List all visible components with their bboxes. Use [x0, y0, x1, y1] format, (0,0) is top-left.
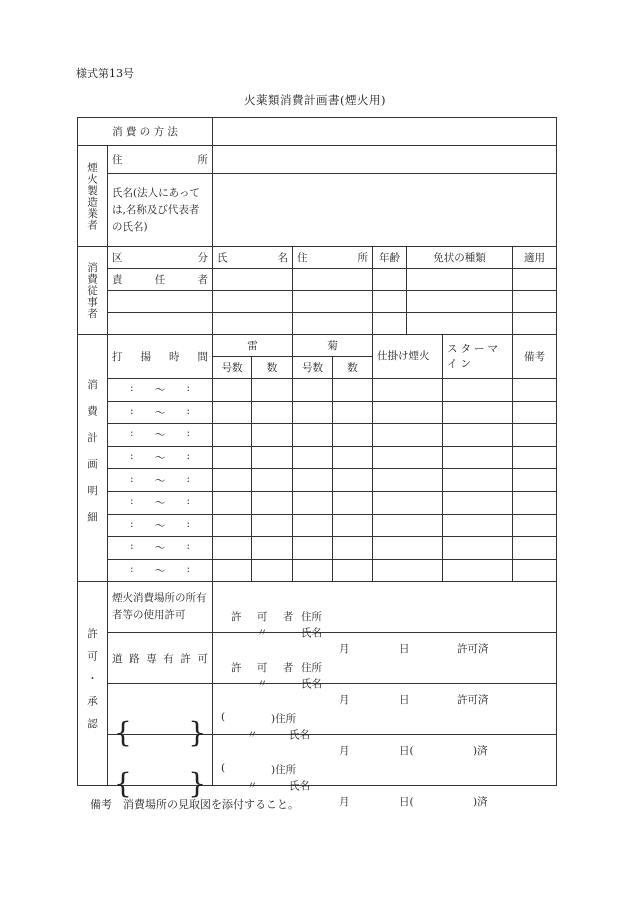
worker-license-cell[interactable]	[407, 313, 513, 335]
thunder-header: 雷	[213, 335, 293, 357]
chrysanthemum-number-header: 号数	[293, 357, 333, 379]
plan-cell[interactable]	[213, 469, 252, 492]
permit-section: 許可・承認	[78, 582, 108, 786]
plan-row	[78, 491, 557, 514]
launch-time-cell[interactable]: : 〜 :	[108, 379, 213, 402]
plan-cell[interactable]	[333, 424, 373, 447]
plan-cell[interactable]	[213, 379, 252, 402]
plan-cell[interactable]	[373, 401, 443, 424]
plan-cell[interactable]	[443, 469, 513, 492]
worker-address-cell[interactable]	[293, 291, 373, 313]
plan-row	[78, 401, 557, 424]
plan-cell[interactable]	[443, 559, 513, 582]
plan-cell[interactable]	[373, 379, 443, 402]
plan-cell[interactable]	[513, 401, 557, 424]
manufacturer-section: 煙火製造業者	[78, 146, 108, 247]
launch-time-cell[interactable]: : 〜 :	[108, 401, 213, 424]
plan-cell[interactable]	[513, 491, 557, 514]
launch-time-cell[interactable]: : 〜 :	[108, 446, 213, 469]
plan-cell[interactable]	[373, 514, 443, 537]
worker-class-cell[interactable]	[108, 313, 213, 335]
plan-cell[interactable]	[333, 537, 373, 560]
launch-time-cell[interactable]: : 〜 :	[108, 491, 213, 514]
workers-responsible-label: 責 任 者	[108, 269, 213, 291]
plan-cell[interactable]	[513, 446, 557, 469]
plan-cell[interactable]	[373, 537, 443, 560]
worker-name-cell[interactable]	[213, 313, 293, 335]
launch-time-cell[interactable]: : 〜 :	[108, 514, 213, 537]
workers-name-header: 氏 名	[213, 247, 293, 269]
plan-row	[78, 424, 557, 447]
plan-cell[interactable]	[293, 537, 333, 560]
plan-cell[interactable]	[373, 491, 443, 514]
plan-cell[interactable]	[333, 559, 373, 582]
workers-address-header: 住 所	[293, 247, 373, 269]
worker-name-cell[interactable]	[213, 291, 293, 313]
thunder-number-header: 号数	[213, 357, 252, 379]
launch-time-cell[interactable]: : 〜 :	[108, 424, 213, 447]
plan-cell[interactable]	[373, 559, 443, 582]
plan-cell[interactable]	[513, 379, 557, 402]
right-brace: }	[188, 716, 207, 750]
manufacturer-address-value[interactable]	[213, 146, 557, 174]
worker-apply-cell[interactable]	[513, 313, 557, 335]
document-title: 火薬類消費計画書(煙火用)	[244, 93, 386, 107]
plan-cell[interactable]	[293, 559, 333, 582]
plan-cell[interactable]	[333, 469, 373, 492]
plan-cell[interactable]	[513, 537, 557, 560]
form-number: 様式第13号	[76, 67, 134, 80]
plan-cell[interactable]	[293, 379, 333, 402]
plan-cell[interactable]	[293, 469, 333, 492]
chrysanthemum-count-header: 数	[333, 357, 373, 379]
plan-row	[78, 537, 557, 560]
plan-cell[interactable]	[373, 424, 443, 447]
plan-cell[interactable]	[252, 424, 293, 447]
worker-class-cell[interactable]	[108, 291, 213, 313]
worker-age-cell[interactable]	[373, 269, 407, 291]
plan-cell[interactable]	[443, 379, 513, 402]
plan-cell[interactable]	[252, 379, 293, 402]
plan-cell[interactable]	[252, 401, 293, 424]
worker-age-cell[interactable]	[373, 313, 407, 335]
workers-age-header: 年齢	[373, 247, 407, 269]
site-owner-permit-value[interactable]: 許 可 者 住所 〃 氏名 月 日 許可済	[213, 582, 557, 633]
plan-cell[interactable]	[252, 446, 293, 469]
plan-row	[78, 469, 557, 492]
footnote: 備考 消費場所の見取図を添付すること。	[90, 798, 299, 811]
plan-cell[interactable]	[213, 401, 252, 424]
plan-cell[interactable]	[213, 491, 252, 514]
plan-cell[interactable]	[252, 537, 293, 560]
plan-cell[interactable]	[333, 514, 373, 537]
plan-cell[interactable]	[443, 491, 513, 514]
plan-cell[interactable]	[293, 491, 333, 514]
starmine-header: スターマイン	[443, 335, 513, 379]
other-permit-value-2[interactable]: ( )住所 〃 氏名 月 日( )済	[213, 735, 557, 786]
plan-cell[interactable]	[513, 559, 557, 582]
plan-cell[interactable]	[443, 537, 513, 560]
left-brace: {	[114, 716, 132, 750]
method-value[interactable]	[213, 118, 557, 146]
worker-address-cell[interactable]	[293, 313, 373, 335]
plan-row	[78, 559, 557, 582]
manufacturer-name-label: 氏名(法人にあっては,名称及び代表者の氏名)	[108, 174, 213, 247]
plan-cell[interactable]	[443, 446, 513, 469]
plan-cell[interactable]	[213, 424, 252, 447]
worker-license-cell[interactable]	[407, 269, 513, 291]
setpiece-header: 仕掛け煙火	[373, 335, 443, 379]
plan-cell[interactable]	[252, 469, 293, 492]
worker-name-cell[interactable]	[213, 269, 293, 291]
plan-row	[78, 446, 557, 469]
plan-cell[interactable]	[373, 446, 443, 469]
workers-section: 消費従事者	[78, 247, 108, 335]
worker-license-cell[interactable]	[407, 291, 513, 313]
plan-cell[interactable]	[513, 514, 557, 537]
launch-time-cell[interactable]: : 〜 :	[108, 469, 213, 492]
road-permit-label: 道 路 専 有 許 可	[108, 633, 213, 684]
workers-license-header: 免状の種類	[407, 247, 513, 269]
worker-age-cell[interactable]	[373, 291, 407, 313]
plan-cell[interactable]	[373, 469, 443, 492]
plan-row	[78, 379, 557, 402]
workers-apply-header: 適用	[513, 247, 557, 269]
launch-time-cell[interactable]: : 〜 :	[108, 537, 213, 560]
plan-cell[interactable]	[333, 401, 373, 424]
plan-row	[78, 514, 557, 537]
plan-cell[interactable]	[213, 559, 252, 582]
plan-cell[interactable]	[333, 446, 373, 469]
other-permit-value-1[interactable]: ( )住所 〃 氏名 月 日( )済	[213, 684, 557, 735]
plan-section: 消費計画明細	[78, 335, 108, 582]
worker-address-cell[interactable]	[293, 269, 373, 291]
plan-cell[interactable]	[443, 514, 513, 537]
manufacturer-name-value[interactable]	[213, 174, 557, 247]
worker-apply-cell[interactable]	[513, 269, 557, 291]
site-owner-permit-label: 煙火消費場所の所有者等の使用許可	[108, 582, 213, 633]
plan-cell[interactable]	[252, 514, 293, 537]
thunder-count-header: 数	[252, 357, 293, 379]
plan-cell[interactable]	[252, 559, 293, 582]
launch-time-header: 打 揚 時 間	[108, 335, 213, 379]
chrysanthemum-header: 菊	[293, 335, 373, 357]
method-label: 消 費 の 方 法	[78, 118, 213, 146]
worker-apply-cell[interactable]	[513, 291, 557, 313]
plan-cell[interactable]	[252, 491, 293, 514]
plan-cell[interactable]	[293, 401, 333, 424]
other-permit-label-1[interactable]	[108, 684, 213, 750]
plan-cell[interactable]	[333, 379, 373, 402]
left-brace: {	[114, 767, 132, 801]
plan-cell[interactable]	[513, 424, 557, 447]
plan-cell[interactable]	[333, 491, 373, 514]
plan-cell[interactable]	[293, 424, 333, 447]
workers-class-header: 区 分	[108, 247, 213, 269]
launch-time-cell[interactable]: : 〜 :	[108, 559, 213, 582]
plan-cell[interactable]	[513, 469, 557, 492]
plan-cell[interactable]	[443, 424, 513, 447]
plan-cell[interactable]	[213, 446, 252, 469]
road-permit-value[interactable]: 許 可 者 住所 〃 氏名 月 日 許可済	[213, 633, 557, 684]
plan-cell[interactable]	[213, 537, 252, 560]
remarks-header: 備考	[513, 335, 557, 379]
plan-cell[interactable]	[213, 514, 252, 537]
plan-cell[interactable]	[443, 401, 513, 424]
manufacturer-address-label: 住 所	[108, 146, 213, 174]
plan-cell[interactable]	[293, 446, 333, 469]
right-brace: }	[188, 767, 207, 801]
plan-cell[interactable]	[293, 514, 333, 537]
